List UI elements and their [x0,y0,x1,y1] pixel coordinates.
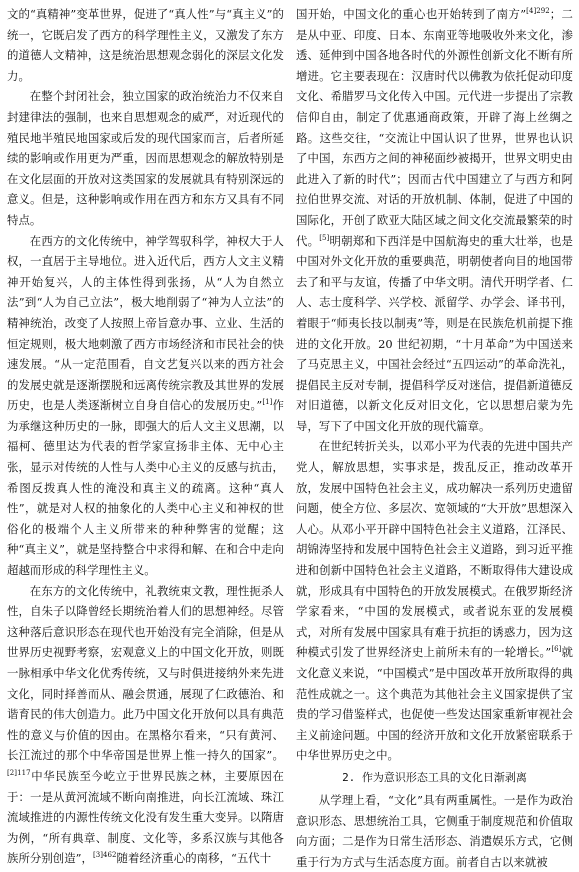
paragraph [7,231,284,581]
citation-ref: [4]292 [526,7,550,16]
paragraph-text: 就文化意义来说，“中国模式”是中国改革开放所取得的典范性成就之一。这个典范为其他社会主义国家提供了宝贵的学习借鉴样式，也促使一些发达国家重新审视社会主义前途问题。中国的经济开放和文化开放紧密联系于中华世界历史之中。 [296,645,573,763]
paragraph [7,4,284,86]
left-column [7,4,284,866]
paragraph-text: 文的“真精神”变革世界，促进了“真人性”与“真主义”的统一，它既启发了西方的科学理性主义，又激发了东方的道德人文精神，这是统治思想观念弱化的深层文化发力。 [7,7,284,83]
paragraph-text: 在东方的文化传统中，礼教统束文教，理性扼杀人性，自朱子以降曾经长期统治着人们的思想神经。尽管这种落后意识形态在现代也开始没有完全消除，但是从世界历史视野考察，宏观意义上的中国文化开放，则既一脉相承中华文化优秀传统，又与时俱进接纳外来先进文化，同时择善而从、融会贯通，展现了仁政德治、和谐育民的伟大创造力。此乃中国文化开放何以具有典范性的意义与价值的因由。在黑格尔看来，“只有黄河、长江流过的那个中华帝国是世界上惟一持久的国家”。 [7,583,284,763]
paragraph-text: 随着经济重心的南移，“五代十 [116,851,272,866]
paragraph-text: 国开始，中国文化的重心也开始转到了南方” [296,7,527,21]
citation-ref: [1] [262,398,273,407]
paragraph-text: 从学理上看，“文化”具有两重属性。一是作为政治意识形态、思想统治工具，它侧重于制度规范和价值取向方面；二是作为日常生活形态、消遣娱乐方式，它侧重于行为方式与生活态度方面。前者自古以来就被 [296,792,573,869]
paragraph-text: 在整个封闭社会，独立国家的政治统治力不仅来自封建律法的强制，也来自思想观念的威严，对近现代的殖民地半殖民地国家或后发的现代国家而言，后者所延续的影响或作用更为严重，因而思想观念的解放特别是在文化层面的开放对这类国家的发展就具有特别深远的意义。但是，这种影响或作用在西方和东方又具有不同特点。 [7,89,284,227]
paragraph-text: 中华民族至今屹立于世界民族之林，主要原因在于：一是从黄河流域不断向南推进，向长江流域、珠江流域推进的内源性传统文化没有发生重大变异。以隋唐为例，“所有典章、制度、文化等，多系汉族与其他各族所分别创造”， [7,768,284,866]
paragraph [7,86,284,230]
paragraph [296,790,573,872]
paragraph [7,581,284,869]
paragraph-text: ；二是从中亚、印度、日本、东南亚等地吸收外来文化，渗透、延伸到中国各地各时代的外源性创新文化不断有所增进。它主要表现在：汉唐时代以佛教为依托促动印度文化、希腊罗马文化传入中国。元代进一步提出了宗教信仰自由，制定了优惠通商政策，开辟了海上丝绸之路。这些交往，“交流让中国认识了世界，世界也认识了中国，东西方之间的神秘面纱被揭开，世界文明史由此进入了新的时代”；因而古代中国建立了与西方和阿拉伯世界交流、对话的开放机制、体制，促进了中国的国际化，开创了欧亚大陆区域之间文化交流最繁荣的时代。 [296,7,573,248]
paragraph-text: 在世纪转折关头，以邓小平为代表的先进中国共产党人，解放思想，实事求是，拨乱反正，推动改革开放，发展中国特色社会主义，成功解决一系列历史遗留问题，使全方位、多层次、宽领域的“大开放”思想深入人心。从邓小平开辟中国特色社会主义道路，江泽民、胡锦涛坚持和发展中国特色社会主义道路，到习近平推进和创新中国特色社会主义道路，不断取得伟大建设成就，形成具有中国特色的开放发展模式。在俄罗斯经济学家看来，“中国的发展模式，或者说东亚的发展模式，对所有发展中国家具有难于抗拒的诱惑力，因为这种模式引发了世界经济史上前所未有的一轮增长。” [296,439,573,660]
section-heading: 2. 作为意识形态工具的文化日渐剥离 [342,770,527,784]
paragraph [296,436,573,766]
paragraph-text: 在西方的文化传统中，神学驾驭科学，神权大于人权，一直居于主导地位。进入近代后，西方人文主义精神开始复兴，人的主体性得到张扬，从“人为自然立法”到“人为自己立法”，极大地削弱了“神为人立法”的精神统治，改变了人按照上帝旨意办事、立业、生活的恒定规则，极大地刺激了西方市场经济和市民社会的快速发展。“从一定范围看，自文艺复兴以来的西方社会的发展史就是逐渐摆脱和远离传统宗教及其世界的发展历史，也是人类逐渐树立自身自信心的发展历史。” [7,233,284,413]
citation-ref: [6] [551,645,562,654]
paragraph-text: 明朝郑和下西洋是中国航海史的重大壮举，也是中国对外文化开放的重要典范，明朝使者向目的地国带去了和平与友谊，传播了中华文明。清代开明学者、仁人、志士度科学、兴学校、派留学、办学会、译书刊，着眼于“师夷长技以制夷”等，则是在民族危机前提下推进的文化开放。20 世纪初期，“十月革命”为中国送来了马克思主义，中国社会经过“五四运动”的革命洗礼，提倡民主反对专制，提倡科学反对迷信，提倡新道德反对旧道德，以新文化反对旧文化，它以思想启蒙为先导，写下了中国文化开放的现代篇章。 [296,233,573,433]
paragraph [296,4,573,436]
paragraph-text: 作为承继这种历史的一脉，即强大的后人文主义思潮，以福柯、德里达为代表的哲学家宣扬非主体、无中心主张，显示对传统的人性与人类中心主义的反感与抗击，希图反拨真人性的淹没和真主义的疏离。这种“真人性”，就是对人权的抽象化的人类中心主义和神权的世俗化的极端个人主义所带来的种种弊害的觉醒；这种“真主义”，就是坚持整合中求得和解、在和合中走向超越而形成的科学理性主义。 [7,398,284,578]
citation-ref: [3]462 [92,851,117,860]
citation-ref: [5] [319,233,330,242]
citation-ref: [2]117 [7,769,31,778]
right-column [296,4,573,869]
